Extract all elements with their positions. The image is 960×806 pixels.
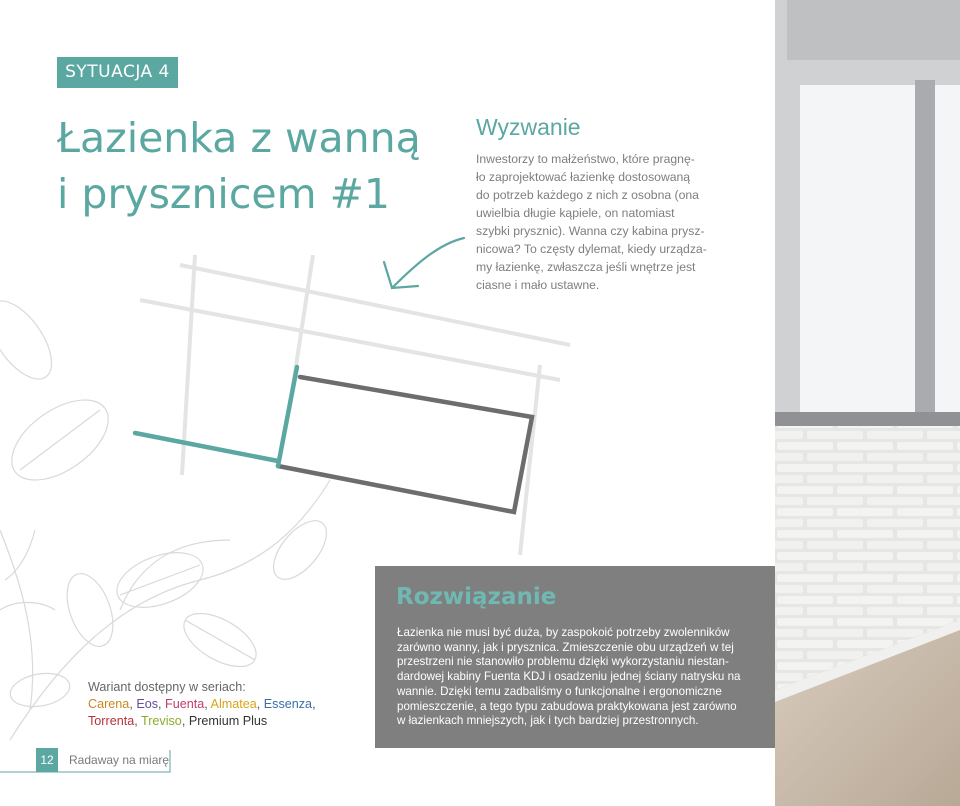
challenge-line: Inwestorzy to małżeństwo, które pragnę-: [476, 152, 695, 166]
series-separator: ,: [134, 714, 141, 728]
challenge-line: szybki prysznic). Wanna czy kabina prysz-: [476, 224, 705, 238]
publication-title: Radaway na miarę: [69, 753, 170, 767]
title-line-2: i prysznicem #1: [57, 170, 391, 218]
solution-heading: Rozwiązanie: [396, 584, 557, 610]
page-title: [57, 110, 437, 222]
series-treviso: Treviso: [140, 714, 182, 728]
solution-line: zarówno wanny, jak i prysznica. Zmieszczenie obu urządzeń w tej: [397, 640, 734, 654]
series-separator: ,: [204, 697, 211, 711]
solution-line: w łazienkach mniejszych, jak i tych bardziej przestronnych.: [397, 714, 699, 728]
series-label: Wariant dostępny w seriach:: [88, 680, 246, 694]
series-availability: [88, 679, 368, 730]
curved-arrow-icon: [380, 232, 470, 302]
challenge-heading: Wyzwanie: [476, 114, 581, 140]
solution-line: dardowej kabiny Fuenta KDJ i osadzeniu jednej ściany natrysku na: [397, 670, 741, 684]
challenge-line: uwielbia długie kąpiele, on natomiast: [476, 206, 675, 220]
solution-line: przestrzeni nie stanowiło problemu dzięki wykorzystaniu niestan-: [397, 655, 729, 669]
series-separator: ,: [158, 697, 166, 711]
challenge-line: ciasne i mało ustawne.: [476, 278, 600, 292]
challenge-line: my łazienkę, zwłaszcza jeśli wnętrze jest: [476, 260, 696, 274]
page-number: 12: [36, 748, 58, 772]
series-separator: ,: [256, 697, 264, 711]
series-carena: Carena: [88, 697, 130, 711]
series-separator: ,: [312, 697, 316, 711]
series-eos: Eos: [136, 697, 159, 711]
series-essenza: Essenza: [263, 697, 313, 711]
solution-line: Łazienka nie musi być duża, by zaspokoić potrzeby zwolenników: [397, 626, 730, 639]
solution-text: [397, 626, 765, 729]
title-line-1: Łazienka z wanną: [57, 114, 421, 162]
series-separator: ,: [129, 697, 137, 711]
page-footer: [0, 748, 200, 774]
situation-tag: SYTUACJA 4: [57, 57, 178, 88]
series-premium-plus: Premium Plus: [188, 714, 268, 728]
floor-plan-sketch: [120, 255, 580, 565]
series-list: [88, 696, 368, 730]
series-separator: ,: [181, 714, 189, 728]
challenge-line: ło zaprojektować łazienkę dostosowaną: [476, 170, 691, 184]
solution-line: pomieszczenie, a tego typu zabudowa praktykowana jest zarówno: [397, 699, 737, 713]
solution-line: wannie. Dzięki temu zadbaliśmy o funkcjonalne i ergonomiczne: [397, 684, 722, 698]
series-torrenta: Torrenta: [88, 714, 135, 728]
challenge-line: nicowa? To częsty dylemat, kiedy urządza-: [476, 242, 707, 256]
bathroom-photo: [775, 0, 960, 806]
challenge-text: [476, 150, 716, 294]
challenge-line: do potrzeb każdego z nich z osobna (ona: [476, 188, 699, 202]
series-almatea: Almatea: [210, 697, 257, 711]
solution-panel: [375, 566, 775, 748]
series-fuenta: Fuenta: [165, 697, 205, 711]
